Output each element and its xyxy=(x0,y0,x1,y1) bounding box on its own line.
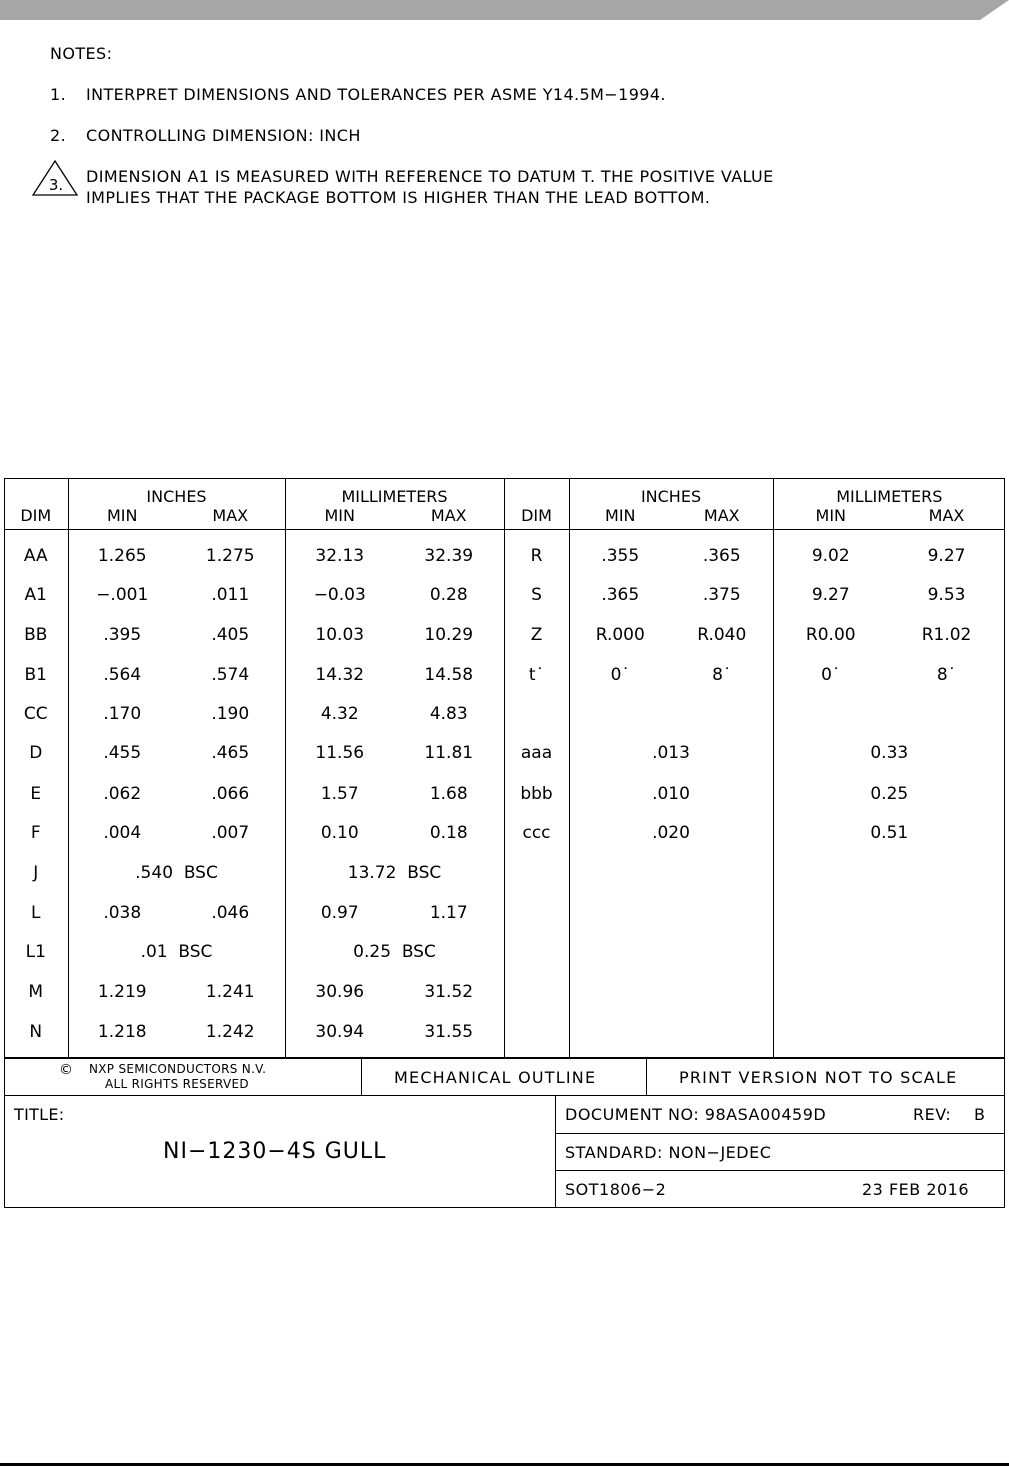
dim-cell: A1 xyxy=(4,575,68,614)
package-title: NI−1230−4S GULL xyxy=(163,1139,387,1164)
value-cell: 4.32 xyxy=(320,703,359,724)
title-cell xyxy=(5,1096,556,1207)
note-3-text-line1: DIMENSION A1 IS MEASURED WITH REFERENCE TO DATUM T. THE POSITIVE VALUE xyxy=(86,167,774,186)
value-cell: 8˙ xyxy=(936,664,957,685)
value-cell: .455 xyxy=(103,743,142,764)
header-dim-right: DIM xyxy=(504,506,569,530)
dim-cell: R xyxy=(504,536,569,575)
table-row xyxy=(4,656,1005,694)
value-cell: .574 xyxy=(176,656,285,694)
value-cell: 1.242 xyxy=(176,1012,285,1052)
value-cell: .046 xyxy=(176,893,285,933)
dim-cell xyxy=(504,1012,569,1052)
value-cell: R.040 xyxy=(671,615,773,656)
company-name: NXP SEMICONDUCTORS N.V. xyxy=(89,1062,267,1076)
value-cell: 10.29 xyxy=(394,615,504,656)
value-cell: −.001 xyxy=(96,585,149,606)
value-cell: 0.97 xyxy=(320,903,359,924)
table-row xyxy=(4,615,1005,656)
note-2-number: 2. xyxy=(50,126,67,145)
dim-cell xyxy=(504,853,569,893)
value-cell: .038 xyxy=(103,903,142,924)
value-cell: .405 xyxy=(176,615,285,656)
copyright-cell xyxy=(5,1059,362,1096)
header-max: MAX xyxy=(394,506,504,530)
dim-cell: L1 xyxy=(4,933,68,971)
value-cell: 1.68 xyxy=(394,773,504,813)
value-cell: .007 xyxy=(176,814,285,853)
bottom-rule xyxy=(0,1463,1009,1466)
value-cell: 0.18 xyxy=(394,814,504,853)
note-1-text: INTERPRET DIMENSIONS AND TOLERANCES PER ASME Y14.5M−1994. xyxy=(86,85,666,104)
value-cell: 1.219 xyxy=(97,981,147,1002)
value-cell: 0.33 xyxy=(870,743,909,764)
value-cell: 11.56 xyxy=(315,743,365,764)
value-cell: .365 xyxy=(601,585,640,606)
value-cell: −0.03 xyxy=(313,585,366,606)
header-min: MIN xyxy=(773,506,888,530)
value-cell: 1.17 xyxy=(394,893,504,933)
value-cell: R1.02 xyxy=(921,625,972,646)
value-cell: .395 xyxy=(103,625,142,646)
value-cell: 8˙ xyxy=(671,656,773,694)
value-cell: .066 xyxy=(176,773,285,813)
value-cell: 0.51 xyxy=(870,823,909,844)
table-row xyxy=(4,933,1005,971)
value-cell: 4.83 xyxy=(394,694,504,733)
dim-cell: t˙ xyxy=(504,656,569,694)
sot-number: SOT1806−2 xyxy=(565,1180,667,1199)
header-min: MIN xyxy=(285,506,394,530)
value-cell: .190 xyxy=(176,694,285,733)
dim-cell: B1 xyxy=(4,656,68,694)
value-cell: 30.94 xyxy=(315,1021,365,1042)
dim-cell: F xyxy=(4,814,68,853)
mechanical-outline-cell xyxy=(362,1059,647,1096)
mechanical-outline-label: MECHANICAL OUTLINE xyxy=(394,1068,597,1087)
rights-reserved: ALL RIGHTS RESERVED xyxy=(105,1077,249,1091)
copyright-icon: © xyxy=(59,1062,74,1078)
value-cell: 10.03 xyxy=(315,625,365,646)
value-cell: .465 xyxy=(176,733,285,773)
table-row xyxy=(4,575,1005,614)
dim-cell xyxy=(504,933,569,971)
value-cell: 30.96 xyxy=(315,981,365,1002)
notes-heading: NOTES: xyxy=(50,44,113,63)
table-row xyxy=(4,733,1005,773)
value-cell: .004 xyxy=(103,823,142,844)
header-dim-left: DIM xyxy=(4,506,68,530)
value-cell: 0˙ xyxy=(610,664,630,685)
value-cell xyxy=(569,694,671,733)
standard-label: STANDARD: NON−JEDEC xyxy=(565,1143,772,1162)
value-cell: .011 xyxy=(176,575,285,614)
table-row xyxy=(4,694,1005,733)
header-min: MIN xyxy=(68,506,176,530)
dim-cell: J xyxy=(4,853,68,893)
value-cell: .170 xyxy=(103,703,142,724)
value-cell: 14.32 xyxy=(315,664,365,685)
dim-cell xyxy=(504,893,569,933)
value-cell: .355 xyxy=(601,545,640,566)
value-cell: 0.25 xyxy=(870,783,909,804)
sot-date-cell xyxy=(556,1171,1004,1207)
header-inches-right: INCHES xyxy=(569,478,773,506)
dim-cell: bbb xyxy=(504,773,569,813)
value-cell: 9.02 xyxy=(811,545,850,566)
value-cell: 1.241 xyxy=(176,971,285,1011)
value-cell xyxy=(888,694,1005,733)
dim-cell: aaa xyxy=(504,733,569,773)
top-header-bar xyxy=(0,0,1009,20)
dim-cell xyxy=(504,971,569,1011)
dim-cell: M xyxy=(4,971,68,1011)
drawing-date: 23 FEB 2016 xyxy=(862,1180,970,1199)
value-cell: 9.53 xyxy=(927,585,966,606)
value-cell: 13.72 BSC xyxy=(285,853,504,893)
header-max: MAX xyxy=(671,506,773,530)
value-cell: .365 xyxy=(671,536,773,575)
table-row xyxy=(4,1012,1005,1052)
value-cell: 1.275 xyxy=(176,536,285,575)
note-1-number: 1. xyxy=(50,85,67,104)
dimension-table xyxy=(4,478,1005,1058)
header-max: MAX xyxy=(176,506,285,530)
standard-cell xyxy=(556,1134,1004,1171)
value-cell: 1.57 xyxy=(320,783,359,804)
note-3-number: 3. xyxy=(48,176,64,194)
dim-cell: ccc xyxy=(504,814,569,853)
value-cell: .010 xyxy=(569,773,773,813)
note-3-triangle-flag-icon xyxy=(32,160,78,196)
dim-cell: AA xyxy=(4,536,68,575)
value-cell: 1.218 xyxy=(97,1021,147,1042)
value-cell: 9.27 xyxy=(811,585,850,606)
value-cell: .540 BSC xyxy=(68,853,285,893)
dim-cell: S xyxy=(504,575,569,614)
revision-value: B xyxy=(974,1105,986,1124)
title-block xyxy=(4,1058,1005,1208)
table-row xyxy=(4,893,1005,933)
value-cell: 1.265 xyxy=(97,545,147,566)
value-cell: 9.27 xyxy=(927,545,966,566)
scale-cell xyxy=(647,1059,1004,1096)
note-3-text-line2: IMPLIES THAT THE PACKAGE BOTTOM IS HIGHER THAN THE LEAD BOTTOM. xyxy=(86,188,711,207)
value-cell: 31.52 xyxy=(394,971,504,1011)
dim-cell: D xyxy=(4,733,68,773)
table-row xyxy=(4,536,1005,575)
value-cell: 0.28 xyxy=(394,575,504,614)
value-cell xyxy=(773,694,888,733)
value-cell: .375 xyxy=(671,575,773,614)
scale-note: PRINT VERSION NOT TO SCALE xyxy=(679,1068,958,1087)
header-min: MIN xyxy=(569,506,671,530)
value-cell: 0.25 BSC xyxy=(285,933,504,971)
value-cell: .062 xyxy=(103,783,142,804)
note-2-text: CONTROLLING DIMENSION: INCH xyxy=(86,126,361,145)
revision-label: REV: xyxy=(913,1105,952,1124)
document-number-cell xyxy=(556,1096,1004,1134)
dim-cell: L xyxy=(4,893,68,933)
dim-cell xyxy=(504,694,569,733)
value-cell: R.000 xyxy=(595,625,645,646)
dim-cell: E xyxy=(4,773,68,813)
value-cell: 0˙ xyxy=(821,664,841,685)
dim-cell: CC xyxy=(4,694,68,733)
value-cell: 32.39 xyxy=(394,536,504,575)
dim-cell: Z xyxy=(504,615,569,656)
value-cell: R0.00 xyxy=(805,625,856,646)
value-cell: 0.10 xyxy=(320,823,359,844)
table-row xyxy=(4,773,1005,813)
table-row xyxy=(4,853,1005,893)
dim-cell: N xyxy=(4,1012,68,1052)
value-cell: 32.13 xyxy=(315,545,365,566)
value-cell: .564 xyxy=(103,664,142,685)
value-cell: .013 xyxy=(569,733,773,773)
value-cell: 31.55 xyxy=(394,1012,504,1052)
header-millimeters-left: MILLIMETERS xyxy=(285,478,504,506)
table-row xyxy=(4,814,1005,853)
title-label: TITLE: xyxy=(14,1105,65,1124)
value-cell: .01 BSC xyxy=(68,933,285,971)
value-cell: 11.81 xyxy=(394,733,504,773)
value-cell xyxy=(671,694,773,733)
header-millimeters-right: MILLIMETERS xyxy=(836,487,943,507)
header-max: MAX xyxy=(888,506,1005,530)
document-number: DOCUMENT NO: 98ASA00459D xyxy=(565,1105,827,1124)
value-cell: 14.58 xyxy=(394,656,504,694)
dim-cell: BB xyxy=(4,615,68,656)
header-inches-left: INCHES xyxy=(68,478,285,506)
value-cell: .020 xyxy=(569,814,773,853)
table-row xyxy=(4,971,1005,1011)
